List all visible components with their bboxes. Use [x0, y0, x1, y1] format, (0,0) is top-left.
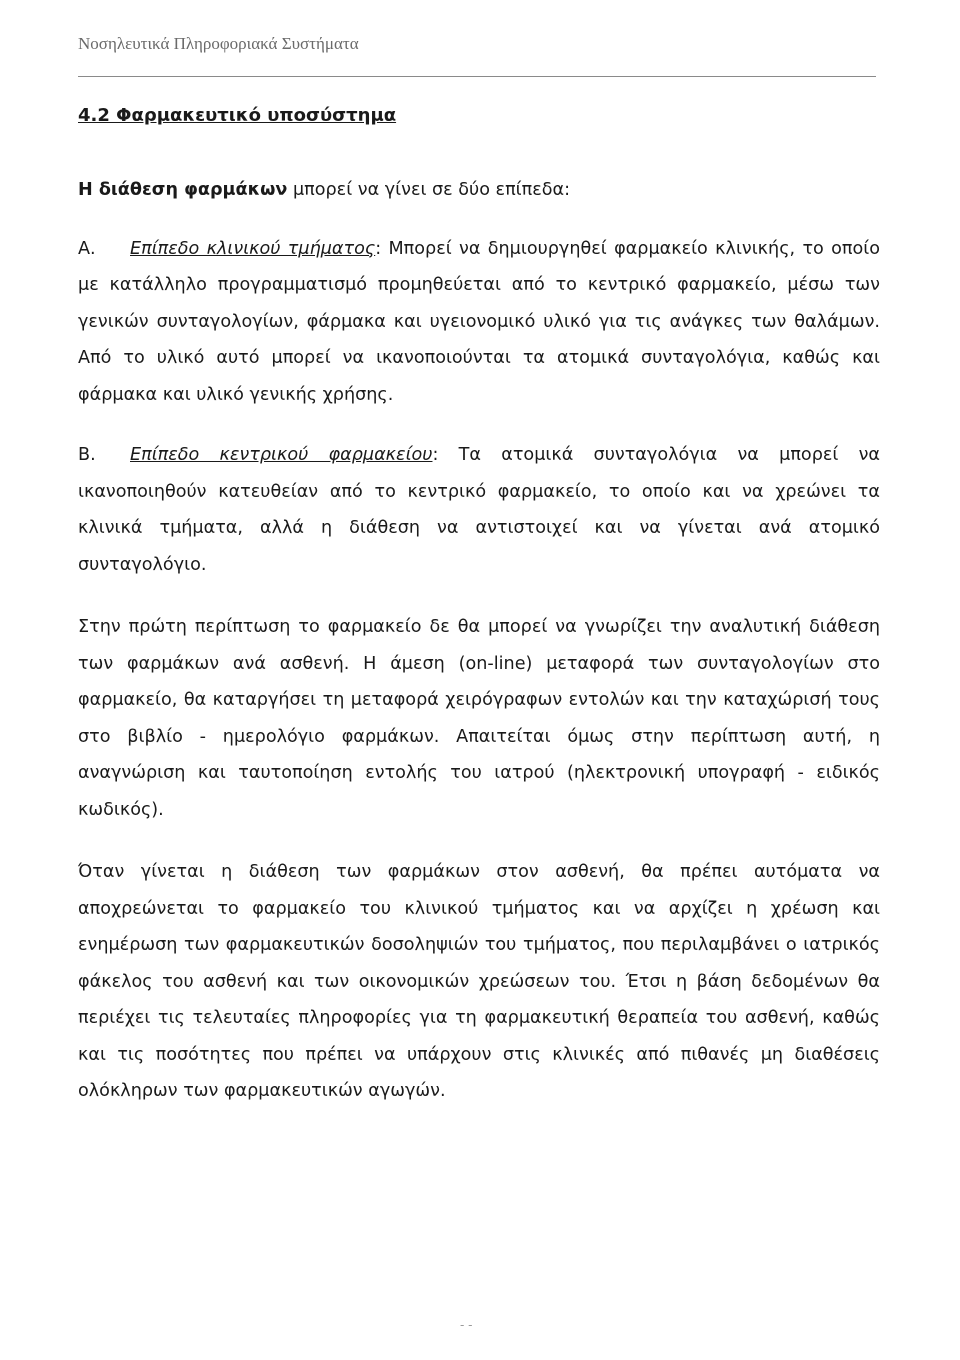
- item-b-title: Επίπεδο κεντρικού φαρμακείου: [130, 445, 433, 465]
- section-heading: 4.2 Φαρμακευτικό υποσύστημα: [78, 105, 397, 126]
- item-a: [78, 231, 880, 414]
- header-rule: [78, 76, 876, 77]
- item-b-label: Β.: [78, 445, 96, 465]
- intro-bold: Η διάθεση φαρμάκων: [78, 180, 288, 200]
- running-header: Νοσηλευτικά Πληροφοριακά Συστήματα: [78, 34, 359, 53]
- paragraph-1: Στην πρώτη περίπτωση το φαρμακείο δε θα μπορεί να γνωρίζει την αναλυτική διάθεση των φαρμάκων ανά ασθενή. Η άμεση (on-line) μεταφορά των συνταγολογίων στο φαρμακείο, θα καταργήσει τη μεταφορά χειρόγραφων εντολών και την καταχώρισή τους στο βιβλίο - ημερολόγιο φαρμάκων. Απαιτείται όμως στην περίπτωση αυτή, η αναγνώριση και ταυτοποίηση εντολής του ιατρού (ηλεκτρονική υπογραφή - ειδικός κωδικός).: [78, 617, 880, 820]
- intro-rest: μπορεί να γίνει σε δύο επίπεδα:: [287, 180, 571, 200]
- item-b: [78, 437, 880, 583]
- footer-mark: - -: [460, 1318, 473, 1332]
- item-a-title: Επίπεδο κλινικού τμήματος: [130, 238, 376, 259]
- item-a-text: : Μπορεί να δημιουργηθεί φαρμακείο κλινικής, το οποίο με κατάλληλο προγραμματισμό προμηθεύεται από το κεντρικό φαρμακείο, μέσω των γενικών συνταγολογίων, φάρμακα και υγειονομικό υλικό για τις ανάγκες των θαλάμων. Από το υλικό αυτό μπορεί να ικανοποιούνται τα ατομικά συνταγολόγια, καθώς και φάρμακα και υλικό γενικής χρήσης.: [78, 238, 880, 405]
- item-b-text: : Τα ατομικά συνταγολόγια να μπορεί να ικανοποιηθούν κατευθείαν από το κεντρικό φαρμακείο, το οποίο και να χρεώνει τα κλινικά τμήματα, αλλά η διάθεση να αντιστοιχεί και να γίνεται ανά ατομικό συνταγολόγιο.: [78, 445, 880, 575]
- item-a-label: Α.: [78, 238, 96, 259]
- intro-paragraph: [78, 172, 880, 209]
- paragraph-2: Όταν γίνεται η διάθεση των φαρμάκων στον ασθενή, θα πρέπει αυτόματα να αποχρεώνεται το φαρμακείο του κλινικού τμήματος και να αρχίζει η χρέωση και ενημέρωση των φαρμακευτικών δοσοληψιών του τμήματος, που περιλαμβάνει ο ιατρικός φάκελος του ασθενή και των οικονομικών χρεώσεων του. Έτσι η βάση δεδομένων θα περιέχει τις τελευταίες πληροφορίες για τη φαρμακευτική θεραπεία του ασθενή, καθώς και τις ποσότητες που πρέπει να υπάρχουν στις κλινικές από πιθανές μη διαθέσεις ολόκληρων των φαρμακευτικών αγωγών.: [78, 862, 880, 1101]
- page-body: [78, 96, 880, 1110]
